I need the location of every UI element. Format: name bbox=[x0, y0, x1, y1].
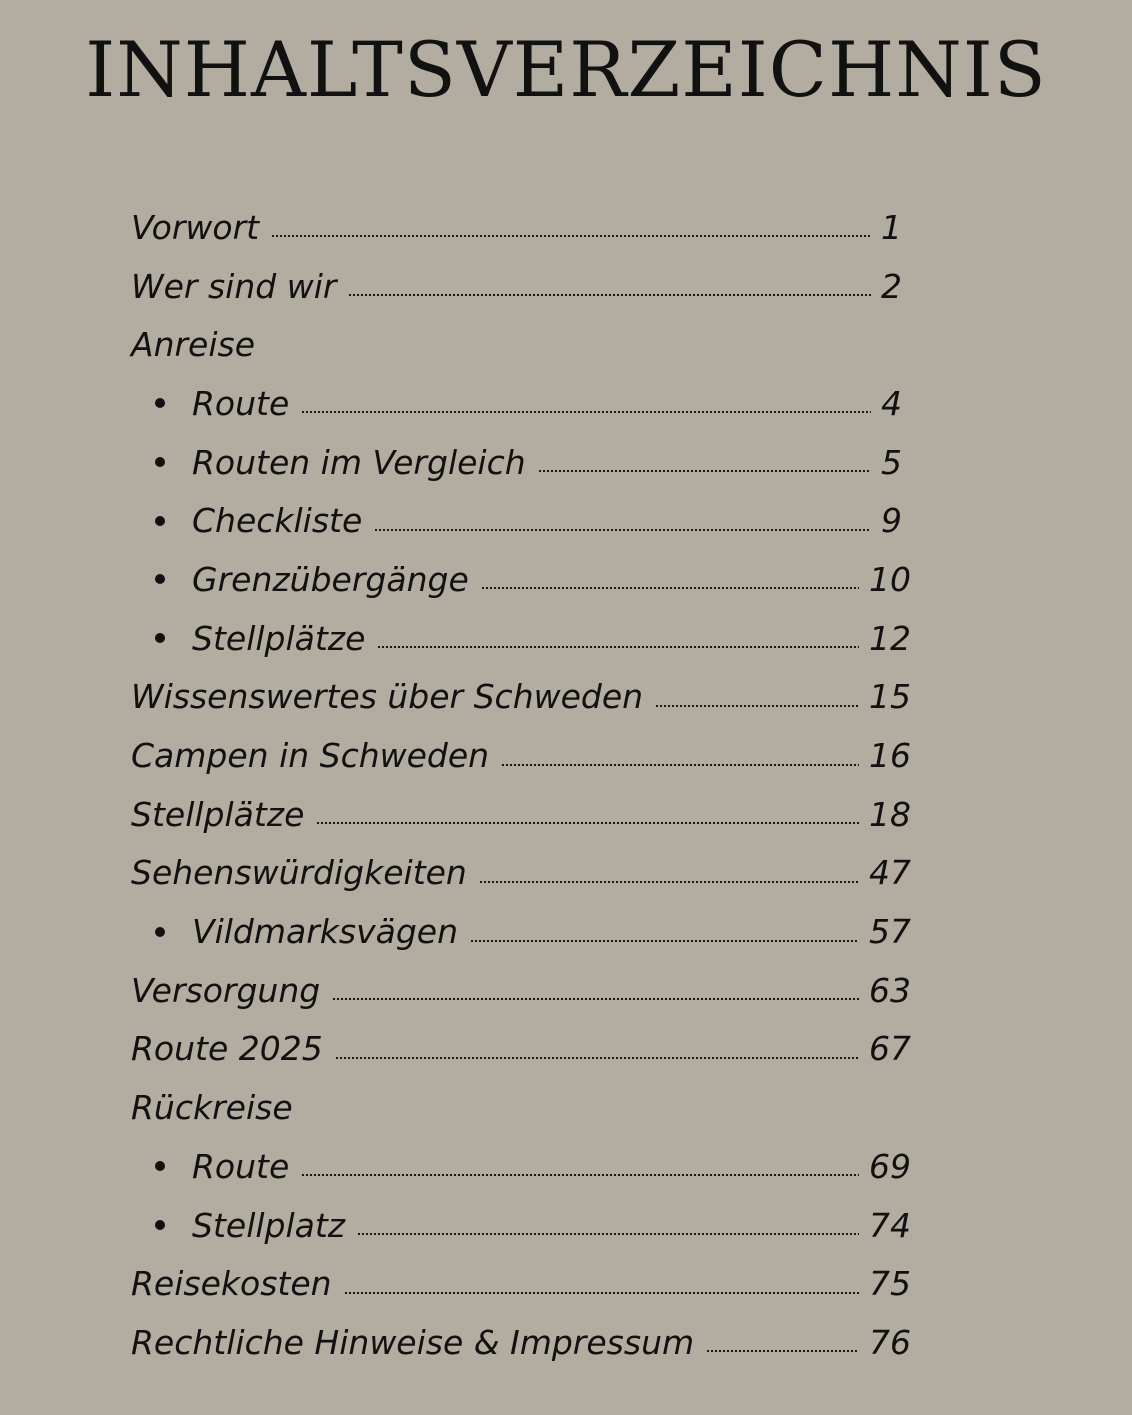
toc-page-number: 57 bbox=[869, 912, 911, 952]
toc-entry-label: Stellplätze bbox=[192, 618, 366, 658]
toc-page-number: 2 bbox=[881, 266, 902, 306]
toc-page-number: 15 bbox=[869, 677, 911, 717]
toc-page-number: 1 bbox=[881, 207, 902, 247]
toc-entry[interactable] bbox=[131, 668, 911, 727]
dot-leader bbox=[655, 705, 859, 707]
dot-leader bbox=[344, 1292, 859, 1294]
toc-entry[interactable] bbox=[131, 785, 911, 844]
bullet-icon bbox=[155, 1161, 165, 1171]
toc-entry-label: Wer sind wir bbox=[131, 266, 337, 306]
toc-entry-label: Anreise bbox=[131, 325, 256, 365]
dot-leader bbox=[301, 1174, 859, 1176]
toc-subentry[interactable] bbox=[131, 491, 911, 550]
dot-leader bbox=[377, 646, 859, 648]
toc-page-number: 10 bbox=[869, 559, 911, 599]
toc-entry[interactable] bbox=[131, 1313, 911, 1372]
dot-leader bbox=[479, 881, 859, 883]
toc-entry-label: Route bbox=[192, 383, 290, 423]
toc-entry[interactable] bbox=[131, 1020, 911, 1079]
toc-page-number: 5 bbox=[881, 442, 902, 482]
toc-entry-label: Campen in Schweden bbox=[131, 736, 490, 776]
dot-leader bbox=[357, 1233, 859, 1235]
toc-entry-label: Route 2025 bbox=[131, 1029, 323, 1069]
toc-entry-label: Rechtliche Hinweise & Impressum bbox=[131, 1322, 695, 1362]
toc-page-number: 67 bbox=[869, 1029, 911, 1069]
toc-entry[interactable] bbox=[131, 844, 911, 903]
dot-leader bbox=[316, 822, 859, 824]
toc-entry-label: Vorwort bbox=[131, 207, 260, 247]
toc-subentry[interactable] bbox=[131, 1137, 911, 1196]
dot-leader bbox=[301, 411, 871, 413]
page-title: INHALTSVERZEICHNIS bbox=[85, 25, 1047, 114]
toc-entry[interactable] bbox=[131, 961, 911, 1020]
bullet-icon bbox=[155, 516, 165, 526]
toc-subentry[interactable] bbox=[131, 1196, 911, 1255]
bullet-icon bbox=[155, 633, 165, 643]
toc-entry-label: Stellplätze bbox=[131, 794, 305, 834]
table-of-contents bbox=[131, 198, 911, 1372]
dot-leader bbox=[374, 529, 871, 531]
dot-leader bbox=[470, 940, 859, 942]
toc-entry-label: Checkliste bbox=[192, 501, 363, 541]
dot-leader bbox=[348, 294, 871, 296]
toc-entry-label: Rückreise bbox=[131, 1088, 293, 1128]
toc-page-number: 4 bbox=[881, 383, 902, 423]
toc-entry-label: Wissenswertes über Schweden bbox=[131, 677, 644, 717]
bullet-icon bbox=[155, 574, 165, 584]
toc-page-number: 69 bbox=[869, 1146, 911, 1186]
dot-leader bbox=[332, 998, 859, 1000]
toc-entry[interactable] bbox=[131, 198, 911, 257]
toc-page-number: 16 bbox=[869, 736, 911, 776]
dot-leader bbox=[538, 470, 871, 472]
toc-subentry[interactable] bbox=[131, 374, 911, 433]
bullet-icon bbox=[155, 398, 165, 408]
toc-page-number: 18 bbox=[869, 794, 911, 834]
bullet-icon bbox=[155, 927, 165, 937]
dot-leader bbox=[335, 1057, 859, 1059]
toc-entry-label: Grenzübergänge bbox=[192, 559, 469, 599]
toc-subentry[interactable] bbox=[131, 433, 911, 492]
toc-entry[interactable] bbox=[131, 1078, 911, 1137]
toc-entry-label: Vildmarksvägen bbox=[192, 912, 459, 952]
toc-entry-label: Route bbox=[192, 1146, 290, 1186]
toc-entry-label: Versorgung bbox=[131, 970, 321, 1010]
toc-subentry[interactable] bbox=[131, 550, 911, 609]
dot-leader bbox=[481, 587, 859, 589]
bullet-icon bbox=[155, 1220, 165, 1230]
dot-leader bbox=[706, 1350, 859, 1352]
toc-entry-label: Routen im Vergleich bbox=[192, 442, 526, 482]
toc-entry-label: Sehenswürdigkeiten bbox=[131, 853, 467, 893]
toc-entry[interactable] bbox=[131, 315, 911, 374]
bullet-icon bbox=[155, 457, 165, 467]
toc-entry[interactable] bbox=[131, 1254, 911, 1313]
toc-subentry[interactable] bbox=[131, 902, 911, 961]
toc-entry[interactable] bbox=[131, 726, 911, 785]
toc-page-number: 74 bbox=[869, 1205, 911, 1245]
toc-page-number: 76 bbox=[869, 1322, 911, 1362]
toc-page-number: 75 bbox=[869, 1264, 911, 1304]
toc-page-number: 12 bbox=[869, 618, 911, 658]
toc-page-number: 63 bbox=[869, 970, 911, 1010]
dot-leader bbox=[501, 764, 859, 766]
toc-page-number: 47 bbox=[869, 853, 911, 893]
toc-entry-label: Reisekosten bbox=[131, 1264, 332, 1304]
toc-entry-label: Stellplatz bbox=[192, 1205, 346, 1245]
toc-entry[interactable] bbox=[131, 257, 911, 316]
dot-leader bbox=[271, 235, 871, 237]
toc-subentry[interactable] bbox=[131, 609, 911, 668]
toc-page-number: 9 bbox=[881, 501, 902, 541]
